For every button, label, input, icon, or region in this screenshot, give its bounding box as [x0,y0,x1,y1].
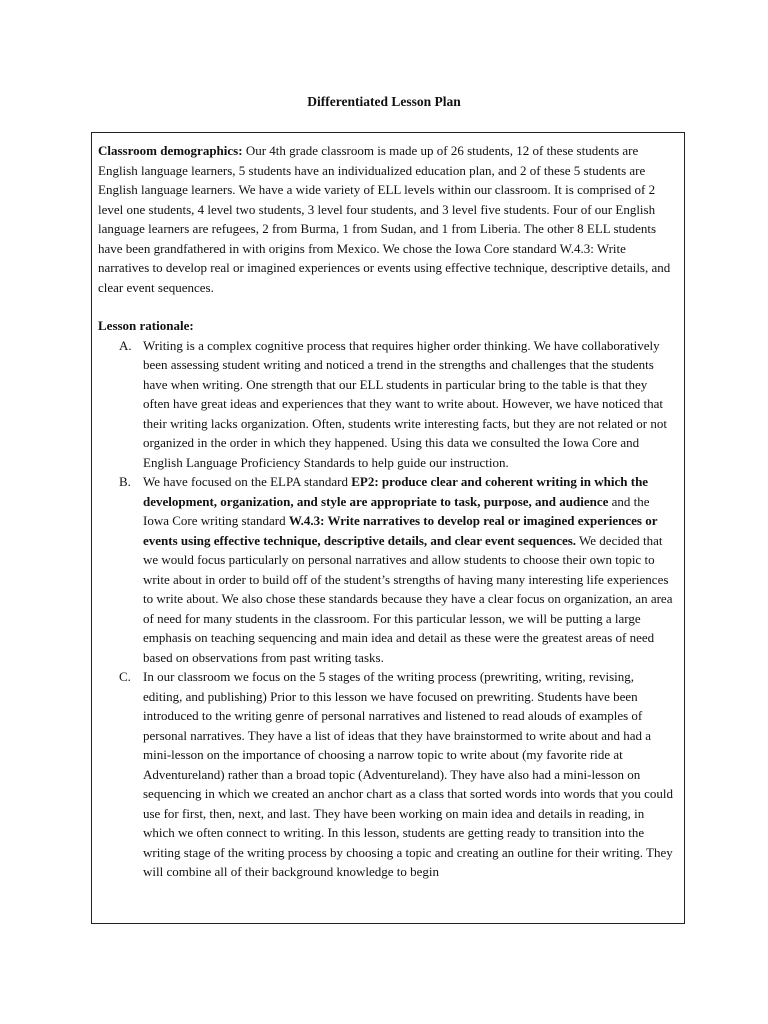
lesson-plan-box [91,132,685,924]
rationale-heading: Lesson rationale: [98,318,194,333]
rationale-list [98,336,676,882]
demographics-paragraph [98,141,676,297]
list-item-b-text-3: We decided that we would focus particularly on personal narratives and allow students to choose their own topic to write about in order to build off of the student’s strengths of having many interesting life experiences to write about. We also chose these standards because they have a clear focus on organization, an area of need for many students in the classroom. For this particular lesson, we will be putting a large emphasis on teaching sequencing and main idea and detail as these were the greatest areas of need based on observations from past writing tasks. [143,532,673,665]
list-item-b [98,472,676,667]
list-item-c [98,667,676,882]
list-item-b-text-1: We have focused on the ELPA standard [143,474,352,489]
list-item-a [98,336,676,473]
paragraph-gap [98,297,676,316]
list-marker-b: B. [119,474,131,489]
document-title: Differentiated Lesson Plan [307,94,461,109]
iowa-core-standard-text: W.4.3: Write narratives to develop real or imagined experiences or events using effective technique, descriptive details, and clear event sequences. [143,513,658,548]
list-item-b-text-2: and the Iowa Core writing standard [143,493,650,528]
elpa-standard-text: EP2: produce clear and coherent writing in which the development, organization, and style are appropriate to task, purpose, and audience [143,474,649,509]
demographics-label: Classroom demographics: [98,143,243,158]
list-item-a-text: Writing is a complex cognitive process that requires higher order thinking. We have collaboratively been assessing student writing and noticed a trend in the strengths and challenges that the students have when writing. One strength that our ELL students in particular bring to the table is that they often have great ideas and experiences that they want to write about. However, we have noticed that their writing lacks organization. Often, students write interesting facts, but they are not related or not organized in the order in which they happened. Using this data we consulted the Iowa Core and English Language Proficiency Standards to help guide our instruction. [143,337,667,470]
demographics-text: Our 4th grade classroom is made up of 26 students, 12 of these students are English language learners, 5 students have an individualized education plan, and 2 of these 5 students are English language learners. We have a wide variety of ELL levels within our classroom. It is comprised of 2 level one students, 4 level two students, 3 level four students, and 3 level five students. Four of our English language learners are refugees, 2 from Burma, 1 from Sudan, and 1 from Liberia. The other 8 ELL students have been grandfathered in with origins from Mexico. We chose the Iowa Core standard W.4.3: Write narratives to develop real or imagined experiences or events using effective technique, descriptive details, and clear event sequences. [98,143,671,295]
list-marker-a: A. [119,337,132,353]
list-marker-c: C. [119,669,131,684]
list-item-c-text: In our classroom we focus on the 5 stages of the writing process (prewriting, writing, revising, editing, and publishing) Prior to this lesson we have focused on prewriting. Students have been introduced to the writing genre of personal narratives and listened to read alouds of examples of personal narratives. They have a list of ideas that they have brainstormed to write about and had a mini-lesson on the importance of choosing a narrow topic to write about (my favorite ride at Adventureland) rather than a broad topic (Adventureland). They have also had a mini-lesson on sequencing in which we created an anchor chart as a class that sorted words into words that you could use for first, then, next, and last. They have been working on main idea and details in reading, in which we often connect to writing. In this lesson, students are getting ready to transition into the writing stage of the writing process by choosing a topic and creating an outline for their writing. They will combine all of their background knowledge to begin [143,669,673,879]
